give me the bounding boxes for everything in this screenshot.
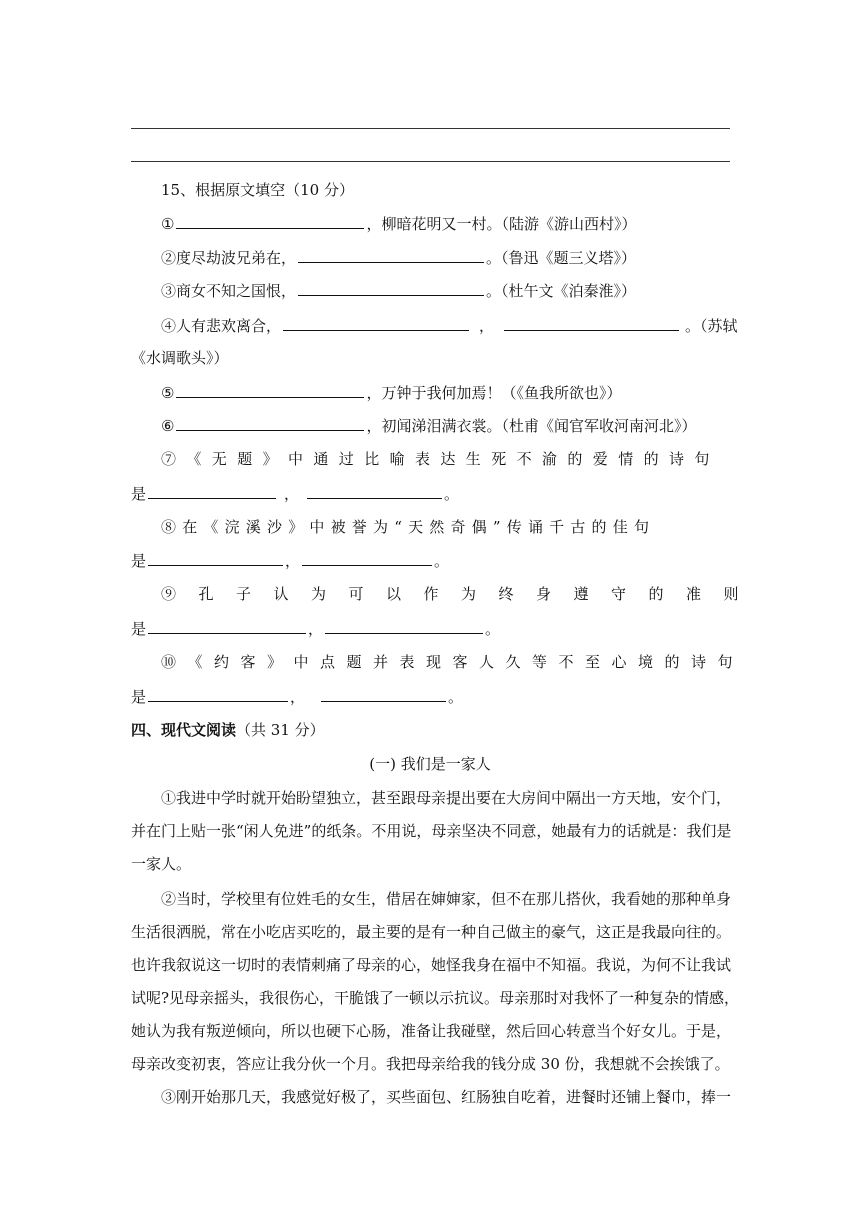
section-4-title: 四、现代文阅读 [131,721,237,739]
fill-item-8 [161,517,729,537]
fill-item-4: ④人有悲欢离合， ， 。（苏轼 [161,317,738,335]
fill-item-3: ③商女不知之国恨， 。（杜午文《泊秦淮》） [161,282,637,300]
blank[interactable] [176,415,364,431]
fill-item-9-text: ⑨孔子认为可以作为终身遵守的准则 [161,585,762,603]
blank[interactable] [504,315,679,331]
fill-item-7-text: ⑦《无题》中通过比喻表达生死不渝的爱情的诗句 [161,450,720,468]
paragraph-2: ②当时，学校里有位姓毛的女生，借居在婶婶家，但不在那儿搭伙，我看她的那种单身 生活很洒脱，常在小吃店买吃的，最主要的是有一种自己做主的豪气，这正是我最向往的。 也许我叙说这一切时的表情刺痛了母亲的心，她怪我身在福中不知福。我说，为何不让我试 试呢?见母亲摇头，我很伤心，干脆饿了一顿以示抗议。母亲那时对我怀了一种复杂的情感， 她认为我有叛逆倾向，所以也硬下心肠，准备让我碰壁，然后回心转意当个好女儿。于是， 母亲改变初衷，答应让我分伙一个月。我把母亲给我的钱分成 30 份，我想就不会挨饿了。 [131,890,740,1073]
fill-item-7 [161,449,729,469]
section-4-heading [131,720,325,740]
fill-item-9-cont: 是 ， 。 [131,620,501,638]
blank[interactable] [307,483,442,499]
fill-item-2: ②度尽劫波兄弟在， 。（鲁迅《题三义塔》） [161,249,637,267]
fill-item-4-cont: 《水调歌头》） [131,349,229,367]
fill-item-6: ⑥ ，初闻涕泪满衣裳。（杜甫《闻官军收河南河北》） [161,417,697,435]
fill-item-10 [161,652,745,672]
blank[interactable] [176,382,364,398]
fill-item-5: ⑤ ，万钟于我何加焉！（《鱼我所欲也》） [161,384,622,402]
fill-item-8-cont: 是 ， 。 [131,552,450,570]
answer-line-1 [131,128,730,129]
question-15-title: 15、根据原文填空（10 分） [161,181,354,199]
blank[interactable] [176,213,364,229]
blank[interactable] [283,315,469,331]
fill-item-9 [161,584,762,604]
blank[interactable] [321,686,446,702]
answer-line-2 [131,161,730,162]
article-title: (一) 我们是一家人 [369,755,491,773]
fill-item-10-cont: 是 ， 。 [131,688,464,706]
blank[interactable] [298,280,484,296]
blank[interactable] [148,550,283,566]
blank[interactable] [148,686,288,702]
blank[interactable] [302,550,432,566]
fill-item-8-text: ⑧在《浣溪沙》中被誉为“天然奇偶”传诵千古的佳句 [161,518,656,536]
blank[interactable] [148,618,306,634]
fill-item-1: ① ，柳暗花明又一村。（陆游《游山西村》） [161,215,637,233]
fill-item-7-cont: 是 ， 。 [131,485,460,503]
section-4-score: （共 31 分） [236,721,325,739]
blank[interactable] [298,247,484,263]
fill-item-10-text: ⑩《约客》中点题并表现客人久等不至心境的诗句 [161,653,745,671]
paragraph-1: ①我进中学时就开始盼望独立，甚至跟母亲提出要在大房间中隔出一方天地，安个门， 并在门上贴一张“闲人免进”的纸条。不用说，母亲坚决不同意，她最有力的话就是：我们是 一家人。 [131,789,732,873]
paragraph-3: ③刚开始那几天，我感觉好极了，买些面包、红肠独自吃着，进餐时还铺上餐巾，捧一 [161,1088,732,1106]
blank[interactable] [148,483,276,499]
blank[interactable] [325,618,483,634]
